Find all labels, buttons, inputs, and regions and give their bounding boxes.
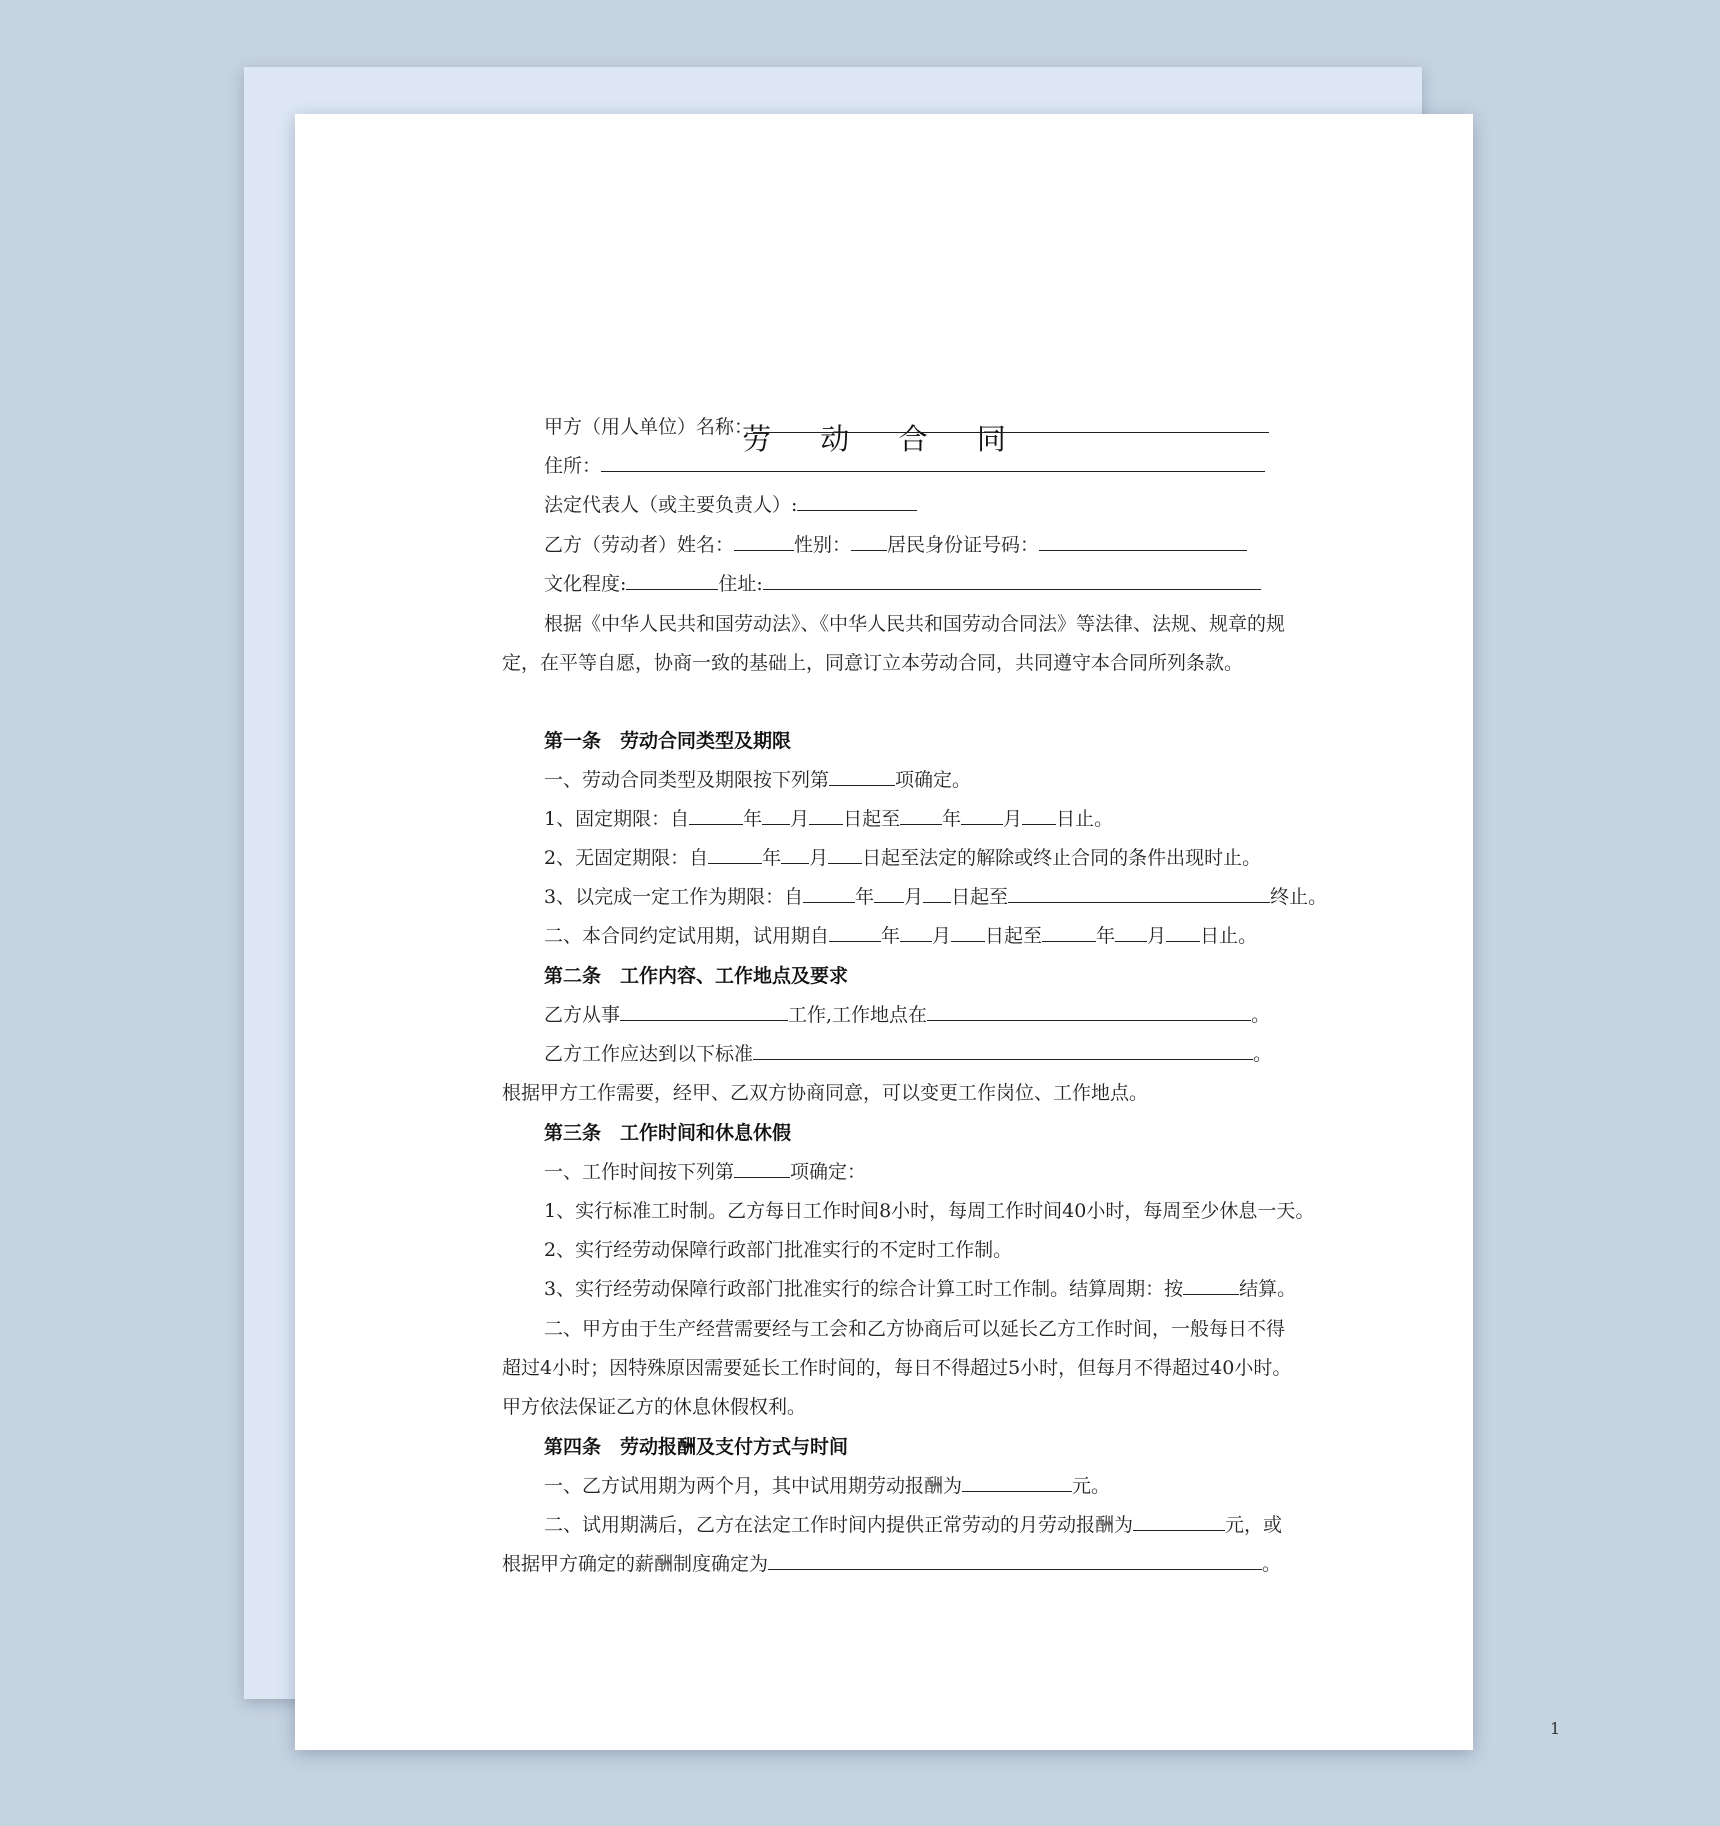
contract-page — [295, 114, 1561, 1750]
residence-blank — [763, 571, 1261, 590]
art4-monthly-pay-line: 二、试用期满后，乙方在法定工作时间内提供正常劳动的月劳动报酬为 元，或 — [544, 1514, 1283, 1536]
art3-overtime-line-2: 超过4小时；因特殊原因需要延长工作时间的，每日不得超过5小时，但每月不得超过40小时。 — [502, 1357, 1292, 1379]
party-a-name-line: 甲方（用人单位）名称： — [544, 414, 1269, 440]
art1-item1-line: 一、劳动合同类型及期限按下列第 项确定。 — [544, 769, 972, 791]
address-blank — [601, 453, 1265, 472]
art1-fixed-term-line: 1、固定期限：自 年 月 日起至 年 月 日止。 — [544, 808, 1114, 830]
legal-rep-blank — [797, 492, 917, 511]
art1-task-line: 3、以完成一定工作为期限：自 年 月 日起至 终止。 — [544, 886, 1328, 908]
preamble-line-1: 根据《中华人民共和国劳动法》、《中华人民共和国劳动合同法》等法律、法规、规章的规 — [544, 613, 1286, 635]
id-blank — [1039, 532, 1247, 551]
page-number: 1 — [1550, 1719, 1561, 1738]
art3-flexible-hours: 2、实行经劳动保障行政部门批准实行的不定时工作制。 — [544, 1239, 1013, 1261]
article-4-heading: 第四条 劳动报酬及支付方式与时间 — [544, 1436, 849, 1458]
legal-rep-line: 法定代表人（或主要负责人）: — [544, 492, 917, 518]
art1-probation-line: 二、本合同约定试用期，试用期自 年 月 日起至 年 月 日止。 — [544, 925, 1258, 947]
address-line: 住所： — [544, 453, 1265, 479]
document-title: 劳 动 合 同 — [742, 422, 1026, 456]
article-3-heading: 第三条 工作时间和休息休假 — [544, 1122, 792, 1144]
art3-rest-line: 甲方依法保证乙方的休息休假权利。 — [502, 1396, 807, 1418]
art4-probation-pay-line: 一、乙方试用期为两个月，其中试用期劳动报酬为 元。 — [544, 1475, 1111, 1497]
art3-comprehensive-hours: 3、实行经劳动保障行政部门批准实行的综合计算工时工作制。结算周期：按 结算。 — [544, 1278, 1297, 1300]
art2-standard-line: 乙方工作应达到以下标准 。 — [544, 1043, 1273, 1065]
party-b-name-blank — [734, 532, 794, 551]
party-b-line: 乙方（劳动者）姓名： 性别： 居民身份证号码： — [544, 532, 1247, 558]
article-2-heading: 第二条 工作内容、工作地点及要求 — [544, 965, 849, 987]
party-a-name-blank — [753, 414, 1269, 433]
art2-change-line: 根据甲方工作需要，经甲、乙双方协商同意，可以变更工作岗位、工作地点。 — [502, 1082, 1149, 1104]
preamble-line-2: 定，在平等自愿，协商一致的基础上，同意订立本劳动合同，共同遵守本合同所列条款。 — [502, 652, 1244, 674]
gender-blank — [851, 532, 887, 551]
education-line: 文化程度: 住址: — [544, 571, 1261, 597]
art3-overtime-line-1: 二、甲方由于生产经营需要经与工会和乙方协商后可以延长乙方工作时间，一般每日不得 — [544, 1318, 1286, 1340]
art1-nonfixed-line: 2、无固定期限：自 年 月 日起至法定的解除或终止合同的条件出现时止。 — [544, 847, 1262, 869]
art4-salary-system-line: 根据甲方确定的薪酬制度确定为 。 — [502, 1553, 1282, 1575]
article-1-heading: 第一条 劳动合同类型及期限 — [544, 730, 792, 752]
art3-standard-hours: 1、实行标准工时制。乙方每日工作时间8小时，每周工作时间40小时，每周至少休息一天。 — [544, 1200, 1315, 1222]
art2-work-line: 乙方从事 工作,工作地点在 。 — [544, 1004, 1271, 1026]
art3-item1-line: 一、工作时间按下列第 项确定： — [544, 1161, 867, 1183]
education-blank — [626, 571, 718, 590]
